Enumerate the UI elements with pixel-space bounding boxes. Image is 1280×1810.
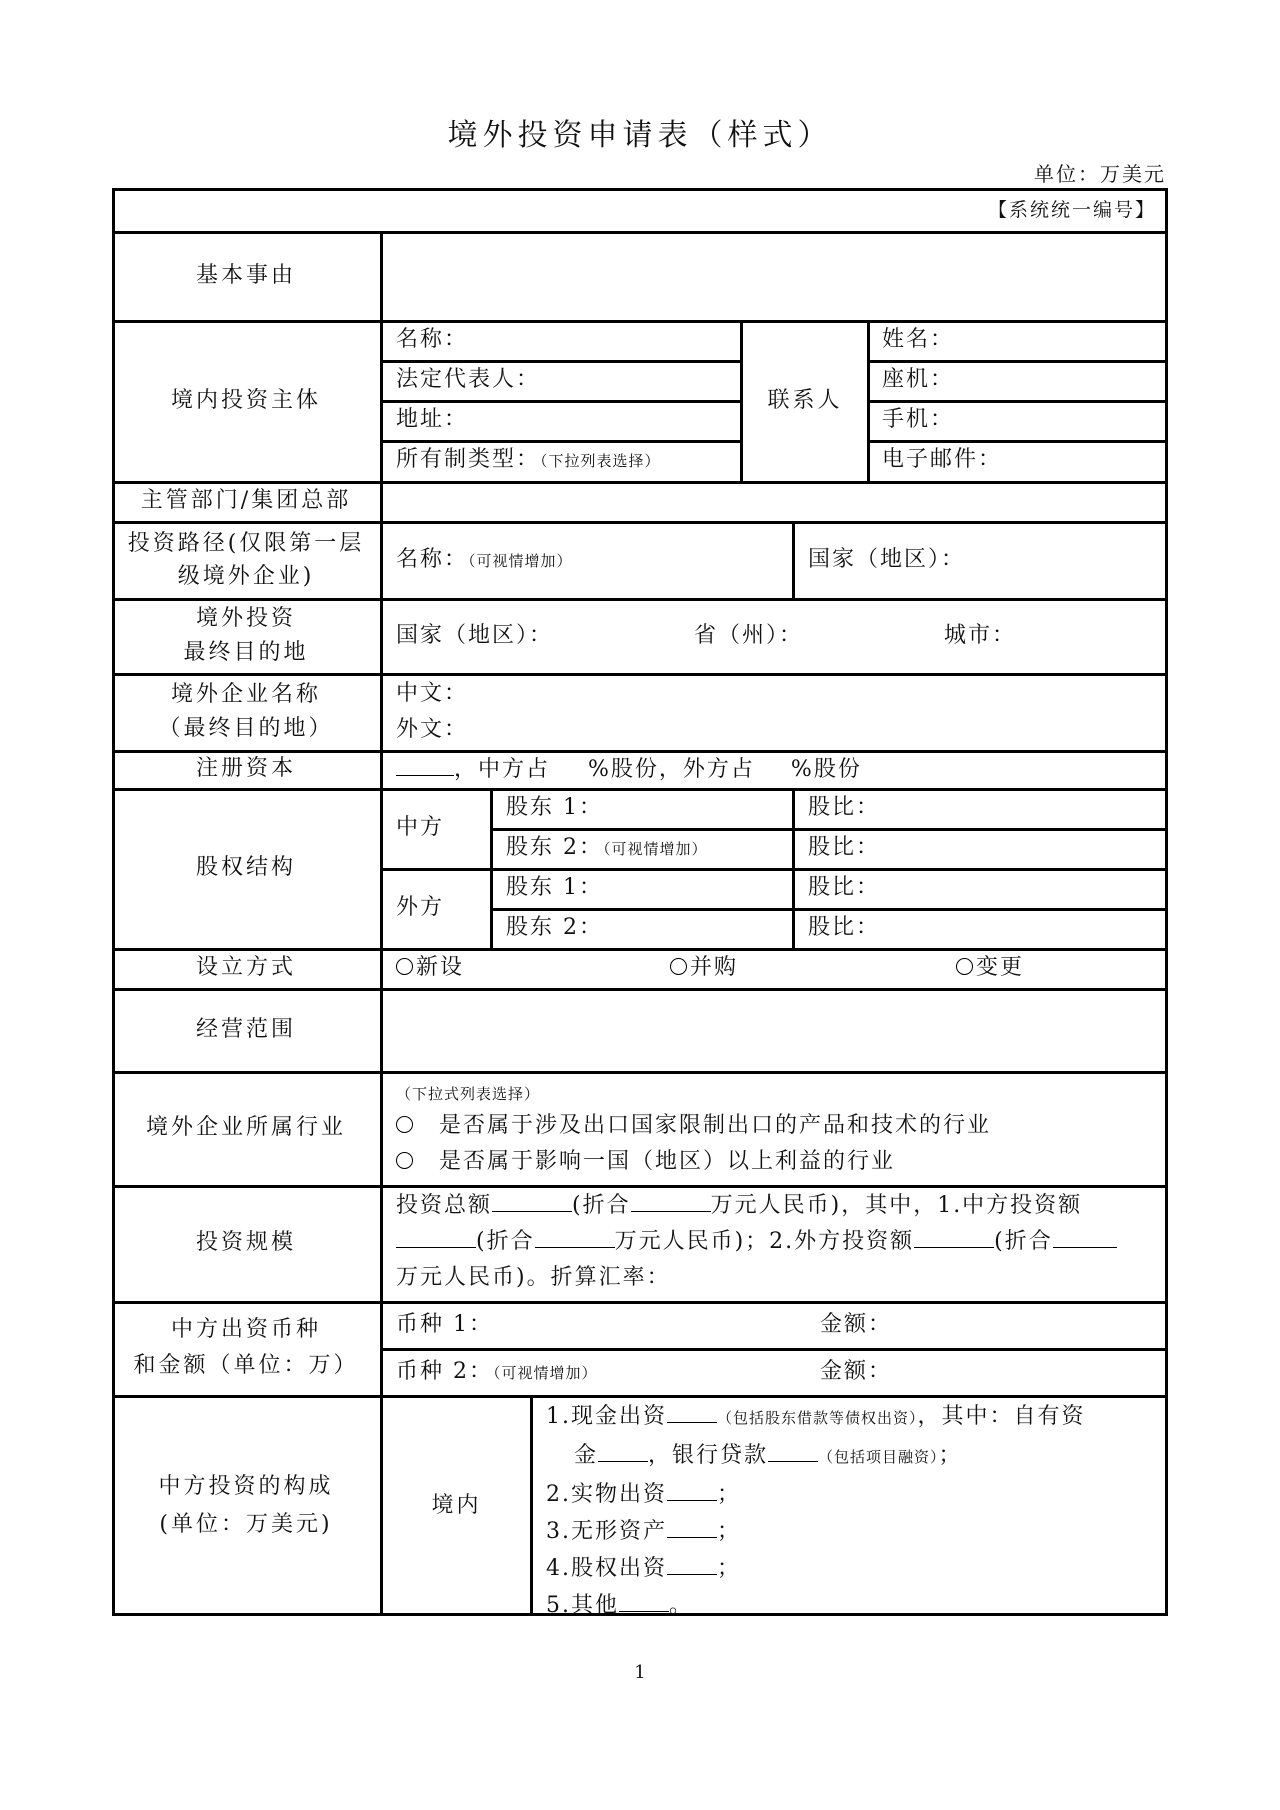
other-item <box>546 1587 1166 1624</box>
radio-merger[interactable] <box>670 958 687 975</box>
cn-shareholder1-field[interactable]: 股东 1： <box>506 795 603 820</box>
route-name-label: 名称： <box>396 547 469 572</box>
scale-t4: (折合 <box>476 1229 535 1254</box>
option-new[interactable] <box>396 954 464 982</box>
currency-label <box>112 1301 380 1395</box>
fr-shareholder1-field[interactable]: 股东 1： <box>506 875 603 900</box>
physical-label: 2.实物出资 <box>546 1482 667 1507</box>
landline-field[interactable]: 座机： <box>882 367 955 392</box>
currency2-hint: （可视情增加） <box>493 1364 598 1382</box>
destination-country-field[interactable]: 国家（地区）： <box>396 623 554 648</box>
registered-capital-field[interactable] <box>396 755 862 784</box>
destination-province-field[interactable]: 省（州）： <box>694 623 804 648</box>
destination-label-line2: 最终目的地 <box>183 639 309 665</box>
amount1-field[interactable]: 金额： <box>820 1312 893 1337</box>
contact-name-field[interactable]: 姓名： <box>882 327 955 352</box>
scale-t1: 投资总额 <box>396 1193 493 1218</box>
own-funds-blank[interactable] <box>598 1441 648 1462</box>
industry-label: 境外企业所属行业 <box>145 1115 346 1140</box>
option-merger-label: 并购 <box>690 955 739 980</box>
cash-item <box>546 1398 1166 1437</box>
intangible-label: 3.无形资产 <box>546 1519 667 1544</box>
cn-amount-blank[interactable] <box>396 1227 476 1248</box>
own-funds-label: 金 <box>574 1443 599 1468</box>
physical-blank[interactable] <box>667 1480 717 1501</box>
destination-label-line1: 境外投资 <box>195 605 296 631</box>
option-change-label: 变更 <box>976 955 1025 980</box>
basic-matter-field[interactable] <box>383 234 1165 320</box>
document-title: 境外投资申请表（样式） <box>447 118 833 153</box>
fr-amount-blank[interactable] <box>914 1227 994 1248</box>
amount2-field[interactable]: 金额： <box>820 1359 893 1384</box>
fr-rmb-blank[interactable] <box>1053 1227 1117 1248</box>
ownership-hint: （下拉列表选择） <box>540 452 661 470</box>
domestic-part-label: 境内 <box>431 1492 482 1518</box>
scale-t7: 万元人民币)。折算汇率： <box>396 1265 671 1290</box>
authority-field[interactable] <box>383 484 1165 521</box>
bank-loan-hint: （包括项目融资） <box>818 1448 939 1466</box>
other-label: 5.其他 <box>546 1593 619 1618</box>
cash-blank[interactable] <box>667 1402 717 1423</box>
cn-rmb-blank[interactable] <box>535 1227 615 1248</box>
intangible-blank[interactable] <box>667 1517 717 1538</box>
other-blank[interactable] <box>619 1591 669 1612</box>
scale-t5: 万元人民币)；2.外方投资额 <box>614 1229 915 1254</box>
cn-shareholder2-label: 股东 2： <box>506 835 603 860</box>
capital-text-1: ，中方占 <box>454 757 551 782</box>
other-end: 。 <box>669 1593 694 1618</box>
cash-hint: （包括股东借款等债权出资） <box>717 1409 918 1427</box>
radio-change[interactable] <box>956 958 973 975</box>
foreign-side-label: 外方 <box>396 895 445 920</box>
option-merger[interactable] <box>670 954 738 982</box>
physical-end: ； <box>717 1482 742 1507</box>
total-blank[interactable] <box>492 1191 572 1212</box>
bank-loan-blank[interactable] <box>768 1441 818 1462</box>
option-change[interactable] <box>956 954 1024 982</box>
total-rmb-blank[interactable] <box>631 1191 711 1212</box>
foreign-name-field[interactable]: 外文： <box>396 717 469 742</box>
email-field[interactable]: 电子邮件： <box>882 447 1003 472</box>
chinese-name-field[interactable]: 中文： <box>396 681 469 706</box>
application-form <box>112 188 1168 1616</box>
composition-items[interactable] <box>546 1398 1166 1624</box>
check-interest-label: 是否属于影响一国（地区）以上利益的行业 <box>439 1149 896 1174</box>
establishment-label: 设立方式 <box>195 955 296 980</box>
currency1-field[interactable]: 币种 1： <box>396 1312 493 1337</box>
check-export-icon[interactable] <box>396 1116 413 1133</box>
business-scope-label: 经营范围 <box>195 1016 296 1042</box>
equity-label: 股权结构 <box>195 855 296 880</box>
capital-text-2: %股份，外方占 <box>588 757 755 782</box>
scale-label: 投资规模 <box>195 1230 296 1255</box>
route-name-field[interactable] <box>396 546 573 575</box>
basic-matter-label: 基本事由 <box>195 262 296 288</box>
cn-ratio1-field[interactable]: 股比： <box>808 795 881 820</box>
currency2-label: 币种 2： <box>396 1359 493 1384</box>
industry-check-interest[interactable] <box>396 1148 895 1176</box>
cash-suffix: ，其中：自有资 <box>917 1404 1086 1429</box>
ownership-label: 所有制类型： <box>396 447 541 472</box>
equity-contribution-item <box>546 1550 1166 1587</box>
capital-blank[interactable] <box>396 755 454 776</box>
chinese-side-label: 中方 <box>396 815 445 840</box>
cn-ratio2-field[interactable]: 股比： <box>808 835 881 860</box>
own-funds-end: ； <box>938 1443 963 1468</box>
address-field[interactable]: 地址： <box>396 407 469 432</box>
destination-city-field[interactable]: 城市： <box>944 623 1017 648</box>
route-country-field[interactable]: 国家（地区）： <box>808 547 966 572</box>
business-scope-field[interactable] <box>383 991 1165 1071</box>
composition-label-line2: (单位：万美元) <box>159 1511 333 1537</box>
system-id: 【系统统一编号】 <box>987 199 1156 221</box>
scale-t2: (折合 <box>572 1193 631 1218</box>
cash-label: 1.现金出资 <box>546 1404 667 1429</box>
route-name-hint: （可视情增加） <box>468 552 573 570</box>
page-number: 1 <box>634 1662 646 1683</box>
own-funds-item <box>546 1437 1166 1476</box>
entity-name-field[interactable]: 名称： <box>396 327 469 352</box>
fr-shareholder2-field[interactable]: 股东 2： <box>506 915 603 940</box>
cn-shareholder2-field[interactable] <box>506 834 708 863</box>
scale-t3: 万元人民币)，其中，1.中方投资额 <box>710 1193 1083 1218</box>
composition-label <box>112 1395 380 1616</box>
ownership-type-select[interactable] <box>396 446 661 475</box>
physical-item <box>546 1476 1166 1513</box>
legal-rep-field[interactable]: 法定代表人： <box>396 367 541 392</box>
scale-t6: (折合 <box>994 1229 1053 1254</box>
check-interest-icon[interactable] <box>396 1152 413 1169</box>
equity-contribution-label: 4.股权出资 <box>546 1556 667 1581</box>
bank-loan-label: ，银行贷款 <box>648 1443 769 1468</box>
enterprise-name-label-line1: 境外企业名称 <box>170 681 321 707</box>
cn-shareholder2-hint: （可视情增加） <box>603 840 708 858</box>
contact-person-label: 联系人 <box>767 387 843 413</box>
destination-label <box>112 598 380 673</box>
mobile-field[interactable]: 手机： <box>882 407 955 432</box>
fr-ratio2-field[interactable]: 股比： <box>808 915 881 940</box>
registered-capital-label: 注册资本 <box>195 756 296 781</box>
enterprise-name-label-line2: （最终目的地） <box>158 715 334 741</box>
enterprise-name-label <box>112 673 380 750</box>
route-label-line2: 级境外企业) <box>177 563 315 589</box>
industry-select[interactable]: （下拉式列表选择） <box>396 1085 541 1103</box>
intangible-end: ； <box>717 1519 742 1544</box>
industry-check-export[interactable] <box>396 1112 991 1140</box>
currency-unit: 单位：万美元 <box>1034 162 1166 186</box>
route-label-line1: 投资路径(仅限第一层 <box>127 530 365 556</box>
route-label <box>112 521 380 598</box>
composition-label-line1: 中方投资的构成 <box>158 1473 334 1499</box>
equity-contribution-blank[interactable] <box>667 1554 717 1575</box>
check-export-label: 是否属于涉及出口国家限制出口的产品和技术的行业 <box>439 1113 992 1138</box>
intangible-item <box>546 1513 1166 1550</box>
domestic-entity-label: 境内投资主体 <box>170 387 321 413</box>
authority-label: 主管部门/集团总部 <box>140 488 352 513</box>
currency2-field[interactable] <box>396 1358 598 1387</box>
radio-new[interactable] <box>396 958 413 975</box>
currency-label-line1: 中方出资币种 <box>170 1317 321 1342</box>
fr-ratio1-field[interactable]: 股比： <box>808 875 881 900</box>
scale-text[interactable] <box>396 1188 1166 1296</box>
capital-text-3: %股份 <box>790 757 862 782</box>
option-new-label: 新设 <box>416 955 465 980</box>
currency-label-line2: 和金额（单位：万） <box>133 1353 359 1378</box>
equity-contribution-end: ； <box>717 1556 742 1581</box>
